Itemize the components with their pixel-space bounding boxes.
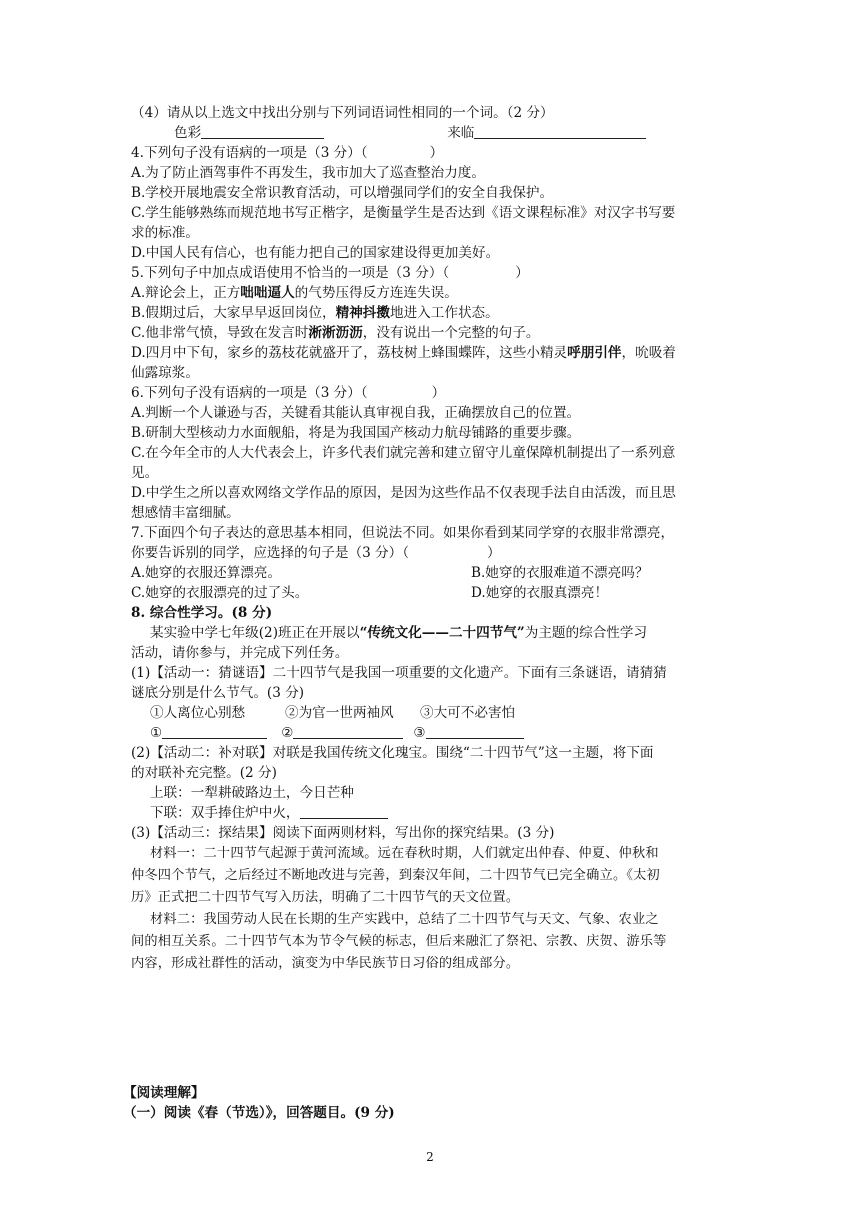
- q5-b-pre: B.假期过后，大家早早返回岗位，: [131, 305, 336, 321]
- q5-a-idiom: 咄咄逼人: [240, 285, 295, 301]
- q7-option-a: A.她穿的衣服还算漂亮。: [131, 565, 282, 581]
- q6-stem: [131, 383, 731, 403]
- riddle-answer-2-label: ②: [281, 725, 294, 741]
- riddle-answer-3-label: ③: [413, 725, 426, 741]
- q5-option-c: [131, 323, 731, 343]
- q7-stem-line1: 7.下面四个句子表达的意思基本相同，但说法不同。如果你看到某同学穿的衣服非常漂亮，: [131, 525, 675, 541]
- word1-blank[interactable]: [201, 124, 324, 139]
- riddle-1: ①人离位心别愁: [150, 705, 246, 721]
- q6-option-d-line1: D.中学生之所以喜欢网络文学作品的原因，是因为这些作品不仅表现手法自由活泼，而且思: [131, 485, 676, 501]
- riddle-answer-3-blank[interactable]: [426, 724, 524, 739]
- q8-intro-post: 为主题的综合性学习: [524, 625, 648, 641]
- q8-activity2-line2: 的对联补充完整。(2 分): [131, 765, 277, 781]
- q7-close-paren: ）: [487, 545, 501, 561]
- q8-activity2-line1: (2)【活动二：补对联】对联是我国传统文化瑰宝。围绕“二十四节气”这一主题，将下面: [131, 745, 654, 761]
- riddle-3: ③大可不必害怕: [420, 705, 516, 721]
- q5-a-post: 的气势压得反方连连失误。: [294, 285, 458, 301]
- material1-line3: 历》正式把二十四节气写入历法，明确了二十四节气的天文位置。: [131, 890, 520, 905]
- q5-option-d: [131, 343, 731, 363]
- q7-option-c: C.她穿的衣服漂亮的过了头。: [131, 585, 309, 601]
- q5-c-idiom: 淅淅沥沥: [308, 325, 363, 341]
- q5-a-pre: A.辩论会上，正方: [131, 285, 241, 301]
- q5-option-a: [131, 283, 731, 303]
- q8-intro-line2: 活动，请你参与，并完成下列任务。: [131, 645, 349, 661]
- q4-stem-text: 4.下列句子没有语病的一项是（3 分）（: [131, 145, 368, 161]
- q4-sub-blanks: [131, 123, 731, 143]
- q4-option-d: D.中国人民有信心，也有能力把自己的国家建设得更加美好。: [131, 245, 500, 261]
- q4-option-c-line2: 求的标准。: [131, 225, 199, 241]
- q6-option-d-line2: 想感情丰富细腻。: [131, 505, 240, 521]
- q4-option-b: B.学校开展地震安全常识教育活动，可以增强同学们的安全自我保护。: [131, 185, 554, 201]
- q8-intro-pre: 某实验中学七年级(2)班正在开展以: [150, 625, 360, 641]
- q7-stem-text: 你要告诉别的同学，应选择的句子是（3 分）（: [131, 545, 410, 561]
- riddle-answer-1-label: ①: [150, 725, 163, 741]
- page-number: 2: [426, 1150, 434, 1164]
- reading-subheading: （一）阅读《春（节选）》，回答题目。(9 分): [123, 1105, 395, 1121]
- material2-line1: 材料二：我国劳动人民在长期的生产实践中，总结了二十四节气与天文、气象、农业之: [150, 912, 659, 927]
- q8-riddles: [131, 703, 731, 723]
- couplet-upper: 上联：一犁耕破路边土，今日芒种: [150, 785, 354, 801]
- q5-option-d-line2: 仙露琼浆。: [131, 365, 199, 381]
- couplet-lower: [131, 803, 731, 823]
- q6-option-b: B.研制大型核动力水面舰船，将是为我国国产核动力航母铺路的重要步骤。: [131, 425, 581, 441]
- q5-c-post: ，没有说出一个完整的句子。: [362, 325, 540, 341]
- q4-stem: [131, 143, 731, 163]
- q4-option-c-line1: C.学生能够熟练而规范地书写正楷字，是衡量学生是否达到《语文课程标准》对汉字书写要: [131, 205, 676, 221]
- q8-activity1-line1: (1)【活动一：猜谜语】二十四节气是我国一项重要的文化遗产。下面有三条谜语，请猜猜: [131, 665, 667, 681]
- q4-sub-stem: （4）请从以上选文中找出分别与下列词语词性相同的一个词。（2 分）: [131, 105, 554, 121]
- q7-options-ab: [131, 563, 731, 583]
- q8-riddle-answers: [131, 723, 731, 743]
- q5-d-idiom: 呼朋引伴: [567, 345, 622, 361]
- q5-b-post: 地进入工作状态。: [390, 305, 499, 321]
- q8-activity3: (3)【活动三：探结果】阅读下面两则材料，写出你的探究结果。(3 分): [131, 825, 555, 841]
- riddle-answer-1-blank[interactable]: [162, 724, 267, 739]
- q5-d-pre: D.四月中下旬，家乡的荔枝花就盛开了，荔枝树上蜂围蝶阵，这些小精灵: [131, 345, 568, 361]
- q6-close-paren: ）: [431, 385, 446, 401]
- q5-b-idiom: 精神抖擞: [335, 305, 390, 321]
- material2-line3: 内容，形成社群性的活动，演变为中华民族节日习俗的组成部分。: [131, 956, 520, 971]
- reading-heading: 【阅读理解】: [123, 1085, 205, 1101]
- q4-close-paren: ）: [429, 145, 444, 161]
- couplet-lower-blank[interactable]: [300, 804, 388, 819]
- couplet-lower-text: 下联：双手捧住炉中火，: [150, 805, 300, 821]
- q5-c-pre: C.他非常气愤，导致在发言时: [131, 325, 309, 341]
- q8-activity1-line2: 谜底分别是什么节气。(3 分): [131, 685, 305, 701]
- q7-option-d: D.她穿的衣服真漂亮！: [471, 585, 609, 601]
- q5-stem-text: 5.下列句子中加点成语使用不恰当的一项是（3 分）（: [131, 265, 450, 281]
- material1-line2: 仲冬四个节气，之后经过不断地改进与完善，到秦汉年间，二十四节气已完全确立。《太初: [131, 868, 660, 883]
- word1-label: 色彩: [174, 125, 202, 141]
- q6-stem-text: 6.下列句子没有语病的一项是（3 分）（: [131, 385, 368, 401]
- q6-option-a: A.判断一个人谦逊与否，关键看其能认真审视自我，正确摆放自己的位置。: [131, 405, 581, 421]
- riddle-2: ②为官一世两袖风: [285, 705, 394, 721]
- q4-option-a: A.为了防止酒驾事件不再发生，我市加大了巡查整治力度。: [131, 165, 485, 181]
- q8-intro-theme: “传统文化——二十四节气”: [359, 625, 525, 641]
- page-content: [123, 103, 731, 1123]
- q8-title: 8. 综合性学习。(8 分): [131, 605, 273, 621]
- word2-label: 来临: [447, 125, 475, 141]
- q6-option-c-line1: C.在今年全市的人大代表会上，许多代表们就完善和建立留守儿童保障机制提出了一系列意: [131, 445, 676, 461]
- q5-stem: [131, 263, 731, 283]
- material2-line2: 间的相互关系。二十四节气本为节令气候的标志，但后来融汇了祭祀、宗教、庆贺、游乐等: [131, 934, 667, 949]
- material1-line1: 材料一：二十四节气起源于黄河流域。远在春秋时期，人们就定出仲春、仲夏、仲秋和: [150, 846, 659, 861]
- q5-d-post: ，吮吸着: [621, 345, 676, 361]
- q5-option-b: [131, 303, 731, 323]
- q5-close-paren: ）: [515, 265, 529, 281]
- q8-intro-line1: [131, 623, 731, 643]
- q7-options-cd: [131, 583, 731, 603]
- q7-option-b: B.她穿的衣服难道不漂亮吗？: [471, 565, 649, 581]
- q7-stem-line2: [131, 543, 731, 563]
- q6-option-c-line2: 见。: [131, 465, 159, 481]
- riddle-answer-2-blank[interactable]: [293, 724, 403, 739]
- word2-blank[interactable]: [474, 124, 646, 139]
- answer-space: [131, 975, 731, 1083]
